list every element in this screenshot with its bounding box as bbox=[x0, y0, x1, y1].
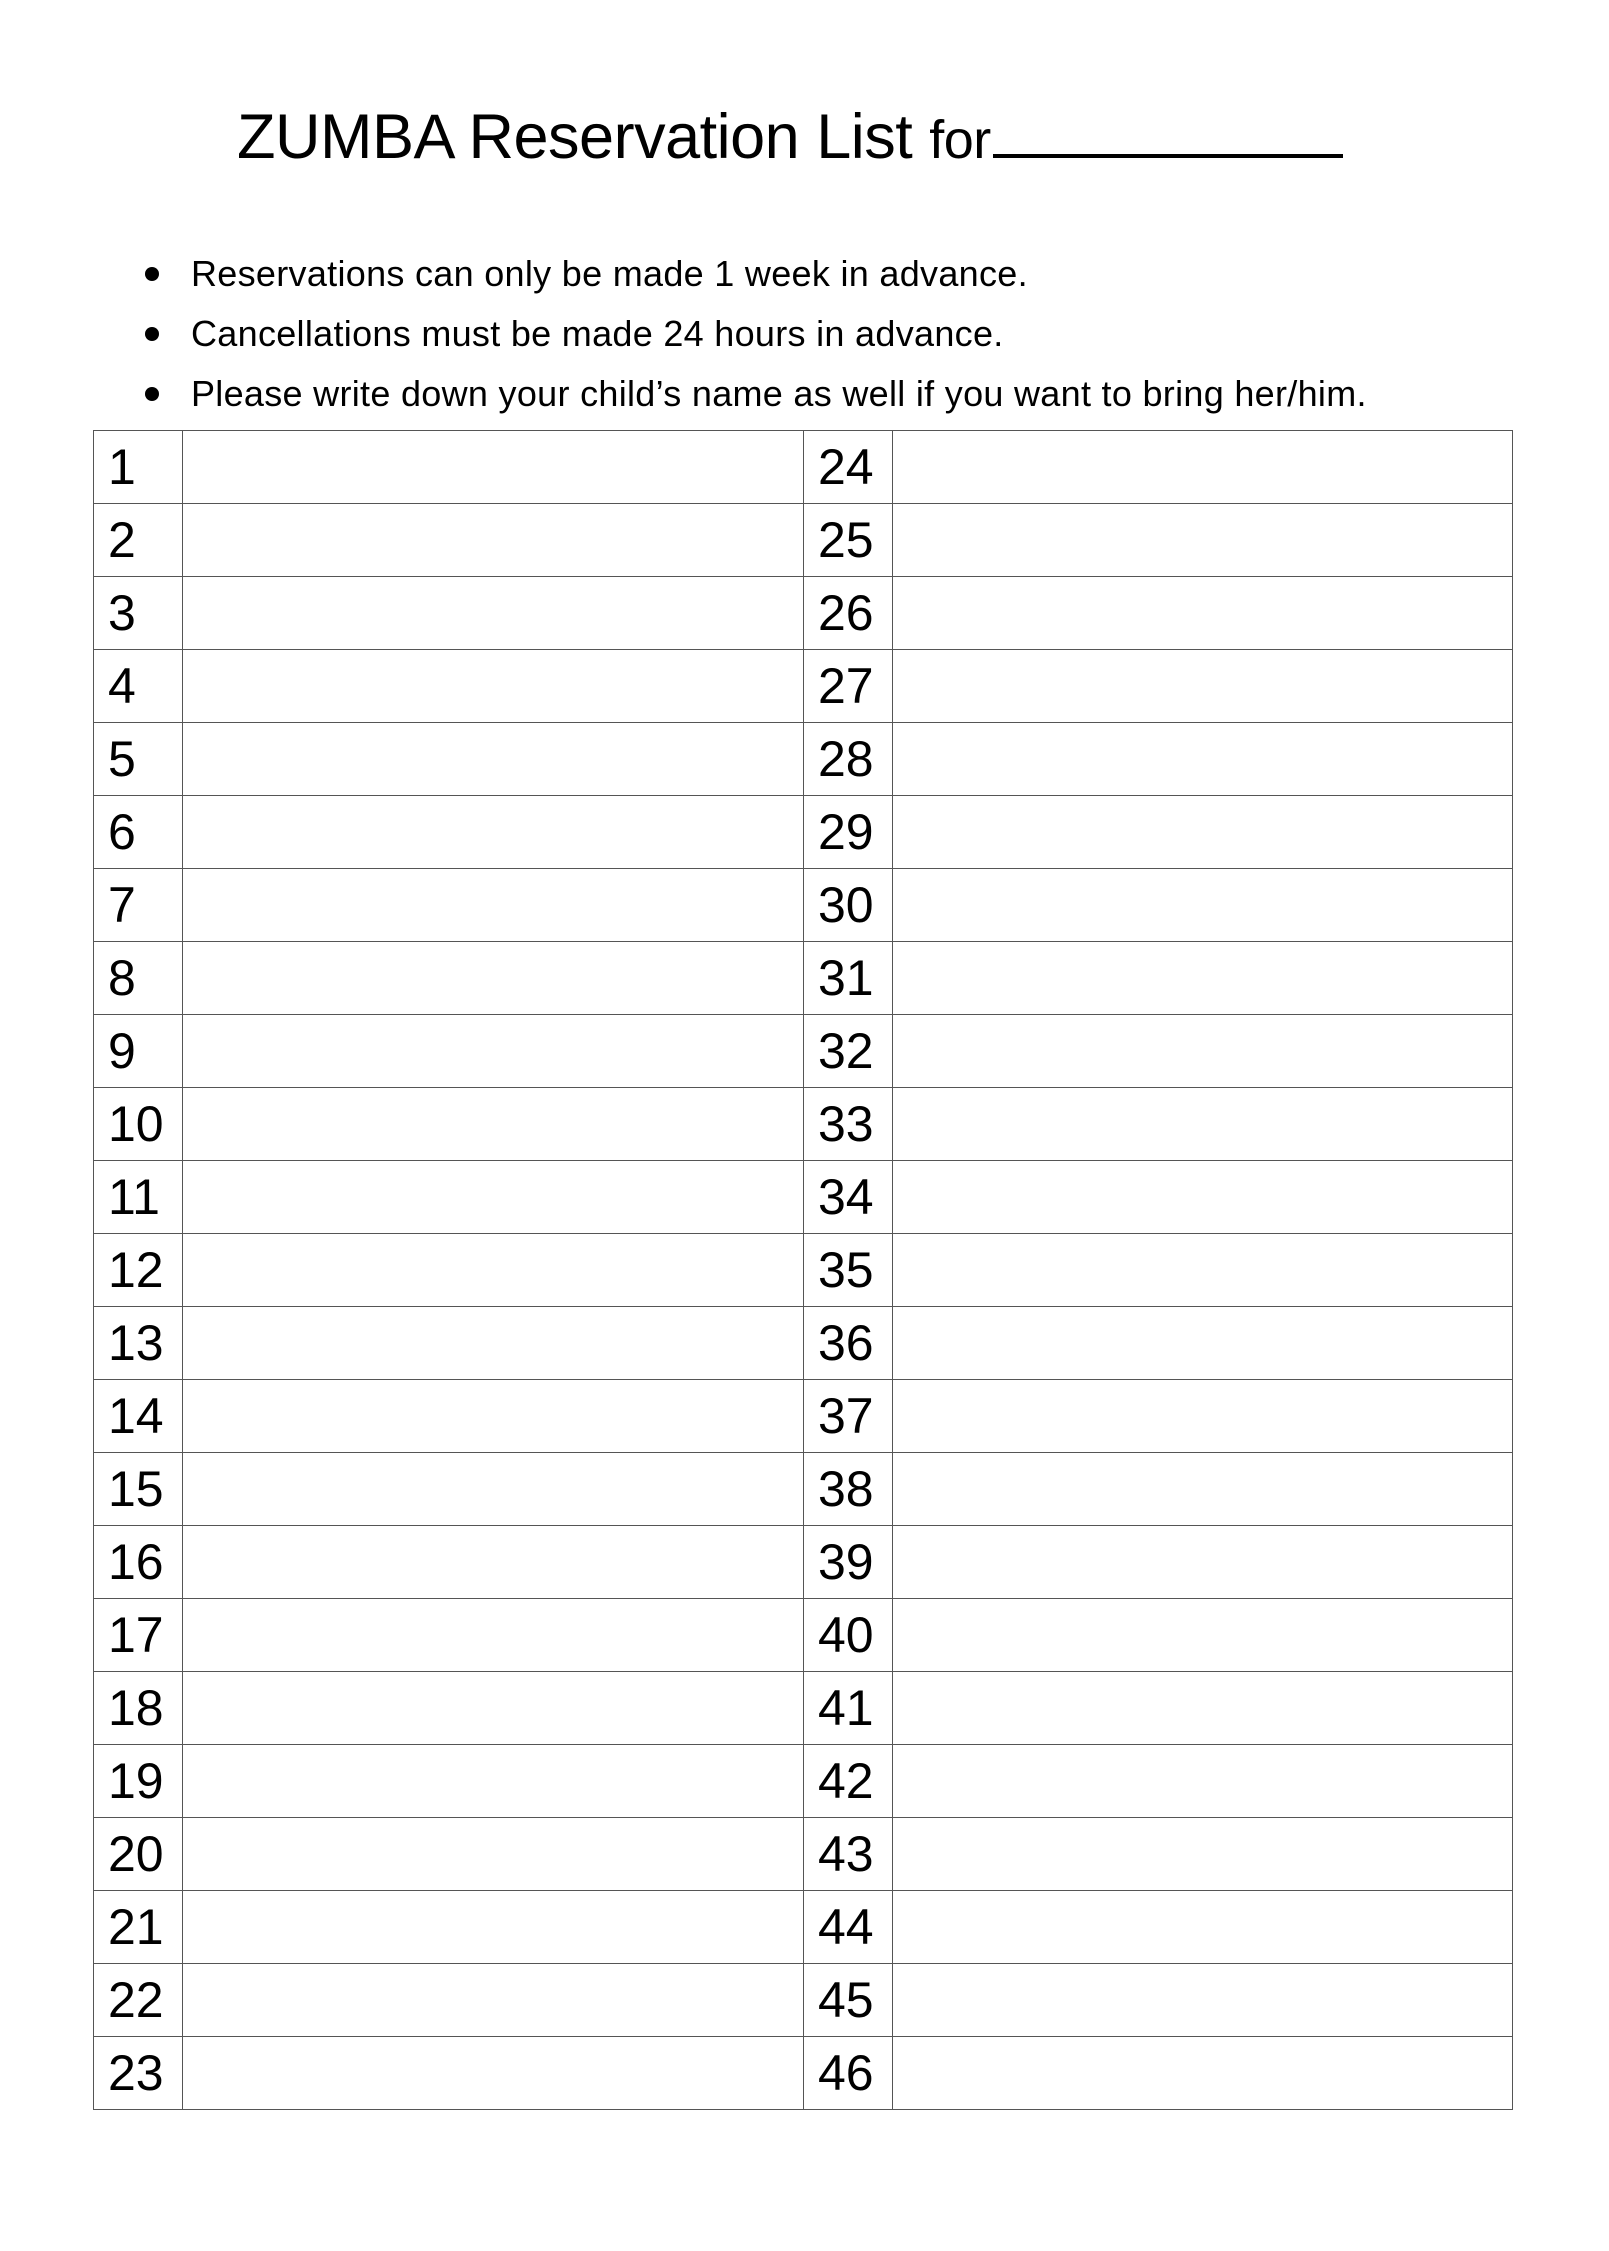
slot-number: 23 bbox=[94, 2037, 183, 2110]
name-entry-cell[interactable] bbox=[183, 1818, 804, 1891]
slot-number: 41 bbox=[804, 1672, 893, 1745]
name-entry-cell[interactable] bbox=[183, 1453, 804, 1526]
slot-number: 1 bbox=[94, 431, 183, 504]
rule-text: Reservations can only be made 1 week in advance. bbox=[191, 253, 1028, 294]
bullet-icon bbox=[145, 387, 159, 401]
slot-number: 12 bbox=[94, 1234, 183, 1307]
rule-text: Cancellations must be made 24 hours in advance. bbox=[191, 313, 1004, 354]
table-row bbox=[94, 1161, 1513, 1234]
table-row bbox=[94, 796, 1513, 869]
table-row bbox=[94, 1015, 1513, 1088]
name-entry-cell[interactable] bbox=[893, 577, 1513, 650]
reservation-table bbox=[93, 430, 1513, 2110]
reservation-table-body bbox=[94, 431, 1513, 2110]
name-entry-cell[interactable] bbox=[183, 1599, 804, 1672]
table-row bbox=[94, 1818, 1513, 1891]
slot-number: 14 bbox=[94, 1380, 183, 1453]
slot-number: 30 bbox=[804, 869, 893, 942]
slot-number: 11 bbox=[94, 1161, 183, 1234]
slot-number: 32 bbox=[804, 1015, 893, 1088]
name-entry-cell[interactable] bbox=[893, 1745, 1513, 1818]
table-row bbox=[94, 2037, 1513, 2110]
slot-number: 37 bbox=[804, 1380, 893, 1453]
name-entry-cell[interactable] bbox=[893, 1672, 1513, 1745]
name-entry-cell[interactable] bbox=[893, 431, 1513, 504]
table-row bbox=[94, 504, 1513, 577]
table-row bbox=[94, 1453, 1513, 1526]
name-entry-cell[interactable] bbox=[183, 1161, 804, 1234]
name-entry-cell[interactable] bbox=[893, 723, 1513, 796]
slot-number: 10 bbox=[94, 1088, 183, 1161]
table-row bbox=[94, 650, 1513, 723]
name-entry-cell[interactable] bbox=[183, 1891, 804, 1964]
name-entry-cell[interactable] bbox=[893, 1891, 1513, 1964]
name-entry-cell[interactable] bbox=[183, 1234, 804, 1307]
slot-number: 33 bbox=[804, 1088, 893, 1161]
bullet-icon bbox=[145, 267, 159, 281]
name-entry-cell[interactable] bbox=[893, 796, 1513, 869]
name-entry-cell[interactable] bbox=[893, 1234, 1513, 1307]
name-entry-cell[interactable] bbox=[893, 1599, 1513, 1672]
slot-number: 27 bbox=[804, 650, 893, 723]
slot-number: 31 bbox=[804, 942, 893, 1015]
slot-number: 20 bbox=[94, 1818, 183, 1891]
name-entry-cell[interactable] bbox=[183, 796, 804, 869]
slot-number: 3 bbox=[94, 577, 183, 650]
slot-number: 29 bbox=[804, 796, 893, 869]
slot-number: 5 bbox=[94, 723, 183, 796]
slot-number: 22 bbox=[94, 1964, 183, 2037]
name-entry-cell[interactable] bbox=[893, 869, 1513, 942]
name-entry-cell[interactable] bbox=[183, 723, 804, 796]
table-row bbox=[94, 1526, 1513, 1599]
table-row bbox=[94, 1307, 1513, 1380]
table-row bbox=[94, 723, 1513, 796]
name-entry-cell[interactable] bbox=[183, 431, 804, 504]
slot-number: 25 bbox=[804, 504, 893, 577]
name-entry-cell[interactable] bbox=[183, 577, 804, 650]
slot-number: 2 bbox=[94, 504, 183, 577]
slot-number: 6 bbox=[94, 796, 183, 869]
rule-text: Please write down your child’s name as well if you want to bring her/him. bbox=[191, 373, 1367, 414]
name-entry-cell[interactable] bbox=[183, 1672, 804, 1745]
name-entry-cell[interactable] bbox=[183, 1307, 804, 1380]
name-entry-cell[interactable] bbox=[183, 1015, 804, 1088]
slot-number: 13 bbox=[94, 1307, 183, 1380]
table-row bbox=[94, 1891, 1513, 1964]
table-row bbox=[94, 1599, 1513, 1672]
table-row bbox=[94, 1088, 1513, 1161]
table-row bbox=[94, 1745, 1513, 1818]
slot-number: 19 bbox=[94, 1745, 183, 1818]
name-entry-cell[interactable] bbox=[183, 504, 804, 577]
bullet-icon bbox=[145, 327, 159, 341]
name-entry-cell[interactable] bbox=[893, 1161, 1513, 1234]
table-row bbox=[94, 1964, 1513, 2037]
name-entry-cell[interactable] bbox=[893, 942, 1513, 1015]
slot-number: 45 bbox=[804, 1964, 893, 2037]
name-entry-cell[interactable] bbox=[893, 1818, 1513, 1891]
name-entry-cell[interactable] bbox=[183, 650, 804, 723]
name-entry-cell[interactable] bbox=[183, 1745, 804, 1818]
table-row bbox=[94, 869, 1513, 942]
name-entry-cell[interactable] bbox=[893, 1088, 1513, 1161]
table-row bbox=[94, 942, 1513, 1015]
name-entry-cell[interactable] bbox=[893, 1015, 1513, 1088]
name-entry-cell[interactable] bbox=[183, 942, 804, 1015]
name-entry-cell[interactable] bbox=[893, 1526, 1513, 1599]
slot-number: 21 bbox=[94, 1891, 183, 1964]
slot-number: 36 bbox=[804, 1307, 893, 1380]
slot-number: 43 bbox=[804, 1818, 893, 1891]
name-entry-cell[interactable] bbox=[183, 1964, 804, 2037]
name-entry-cell[interactable] bbox=[183, 2037, 804, 2110]
slot-number: 38 bbox=[804, 1453, 893, 1526]
name-entry-cell[interactable] bbox=[893, 650, 1513, 723]
slot-number: 46 bbox=[804, 2037, 893, 2110]
name-entry-cell[interactable] bbox=[893, 2037, 1513, 2110]
slot-number: 44 bbox=[804, 1891, 893, 1964]
slot-number: 4 bbox=[94, 650, 183, 723]
name-entry-cell[interactable] bbox=[183, 869, 804, 942]
title-for-text: for bbox=[929, 110, 991, 170]
name-entry-cell[interactable] bbox=[893, 1380, 1513, 1453]
slot-number: 42 bbox=[804, 1745, 893, 1818]
table-row bbox=[94, 431, 1513, 504]
table-row bbox=[94, 577, 1513, 650]
slot-number: 34 bbox=[804, 1161, 893, 1234]
slot-number: 9 bbox=[94, 1015, 183, 1088]
slot-number: 8 bbox=[94, 942, 183, 1015]
slot-number: 39 bbox=[804, 1526, 893, 1599]
slot-number: 15 bbox=[94, 1453, 183, 1526]
name-entry-cell[interactable] bbox=[893, 1307, 1513, 1380]
name-entry-cell[interactable] bbox=[183, 1088, 804, 1161]
name-entry-cell[interactable] bbox=[893, 1453, 1513, 1526]
slot-number: 18 bbox=[94, 1672, 183, 1745]
table-row bbox=[94, 1234, 1513, 1307]
name-entry-cell[interactable] bbox=[183, 1380, 804, 1453]
slot-number: 40 bbox=[804, 1599, 893, 1672]
table-row bbox=[94, 1672, 1513, 1745]
table-row bbox=[94, 1380, 1513, 1453]
name-entry-cell[interactable] bbox=[893, 504, 1513, 577]
title-text: ZUMBA Reservation List bbox=[237, 102, 913, 172]
slot-number: 16 bbox=[94, 1526, 183, 1599]
name-entry-cell[interactable] bbox=[183, 1526, 804, 1599]
name-entry-cell[interactable] bbox=[893, 1964, 1513, 2037]
date-blank-line[interactable] bbox=[993, 96, 1343, 158]
slot-number: 24 bbox=[804, 431, 893, 504]
slot-number: 26 bbox=[804, 577, 893, 650]
slot-number: 17 bbox=[94, 1599, 183, 1672]
slot-number: 7 bbox=[94, 869, 183, 942]
slot-number: 28 bbox=[804, 723, 893, 796]
page-title bbox=[237, 96, 1343, 180]
slot-number: 35 bbox=[804, 1234, 893, 1307]
